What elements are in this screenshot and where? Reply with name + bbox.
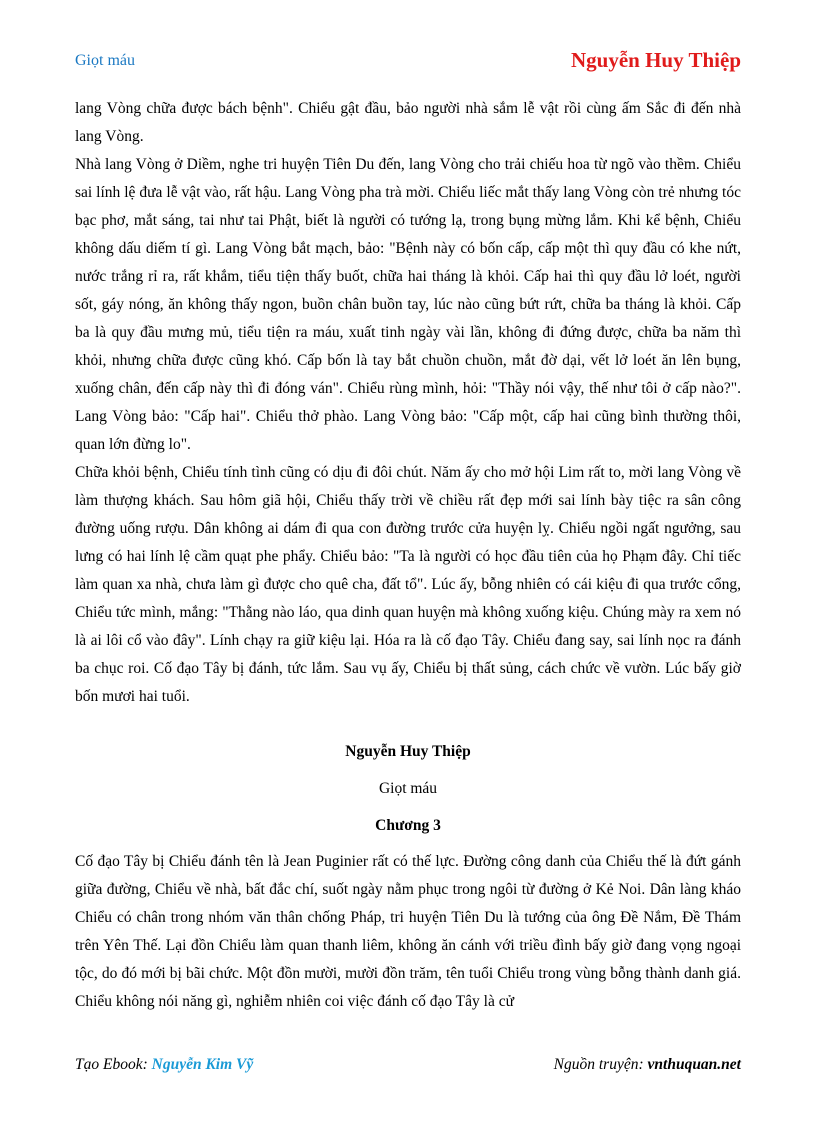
chapter-number: Chương 3	[375, 817, 441, 834]
paragraph: lang Vòng chữa được bách bệnh". Chiểu gật đầu, bảo người nhà sắm lễ vật rồi cùng ấm Sắc đi đến nhà lang Vòng.	[75, 100, 741, 145]
chapter-heading	[75, 738, 741, 840]
paragraph: Cố đạo Tây bị Chiểu đánh tên là Jean Puginier rất có thế lực. Đường công danh của Chiểu thế là đứt gánh giữa đường, Chiểu về nhà, bất đắc chí, suốt ngày nằm phục trong ngôi từ đường ở Kẻ Noi. Dân làng kháo Chiểu có chân trong nhóm văn thân chống Pháp, tri huyện Tiên Du là tướng của ông Đề Nắm, Đề Thám trên Yên Thế. Lại đồn Chiểu làm quan thanh liêm, không ăn cánh với triều đình bấy giờ đang vọng ngoại tộc, do đó mới bị bãi chức. Một đồn mười, mười đồn trăm, tên tuổi Chiểu trong vùng bỗng thành danh giá. Chiểu không nói năng gì, nghiễm nhiên coi việc đánh cố đạo Tây là cử	[75, 853, 741, 1010]
header-book-title: Giọt máu	[75, 52, 135, 69]
footer-ebook-author: Nguyễn Kim Vỹ	[151, 1056, 254, 1073]
body-text	[75, 95, 741, 711]
chapter-body-text	[75, 848, 741, 1016]
header-author: Nguyễn Huy Thiệp	[571, 48, 741, 72]
paragraph: Chữa khỏi bệnh, Chiểu tính tình cũng có dịu đi đôi chút. Năm ấy cho mở hội Lim rất to, mời lang Vòng về làm thượng khách. Sau hôm giã hội, Chiểu thấy trời về chiều rất đẹp mới sai lính bày tiệc ra sân công đường uống rượu. Dân không ai dám đi qua con đường trước cửa huyện lỵ. Chiểu ngồi ngất ngưởng, sau lưng có hai lính lệ cầm quạt phe phẩy. Chiểu bảo: "Ta là người có học đầu tiên của họ Phạm đây. Chỉ tiếc làm quan xa nhà, chưa làm gì được cho quê cha, đất tổ". Lúc ấy, bỗng nhiên có cái kiệu đi qua trước cổng, Chiểu tức mình, mắng: "Thằng nào láo, qua dinh quan huyện mà không xuống kiệu. Chúng mày ra xem nó là ai lôi cổ vào đây". Lính chạy ra giữ kiệu lại. Hóa ra là cố đạo Tây. Chiểu đang say, sai lính nọc ra đánh ba chục roi. Cố đạo Tây bị đánh, tức lắm. Sau vụ ấy, Chiểu bị thất sủng, cách chức về vườn. Lúc bấy giờ bốn mươi hai tuổi.	[75, 464, 741, 705]
footer-separator: :	[638, 1056, 648, 1073]
paragraph: Nhà lang Vòng ở Diềm, nghe tri huyện Tiên Du đến, lang Vòng cho trải chiếu hoa từ ngõ vào thềm. Chiểu sai lính lệ đưa lễ vật vào, rất hậu. Lang Vòng pha trà mời. Chiểu liếc mắt thấy lang Vòng còn trẻ nhưng tóc bạc phơ, mắt sáng, tai như tai Phật, biết là người có tướng lạ, trong bụng mừng lắm. Khi kể bệnh, Chiểu không dấu diếm tí gì. Lang Vòng bắt mạch, bảo: "Bệnh này có bốn cấp, cấp một thì quy đầu có khe nứt, nước trắng rỉ ra, rất khắm, tiểu tiện thấy buốt, chữa hai tháng là khỏi. Cấp hai thì quy đầu lở loét, người sốt, gáy nóng, ăn không thấy ngon, buồn chân buồn tay, lúc nào cũng bứt rứt, chữa ba tháng là khỏi. Cấp ba là quy đầu mưng mủ, tiểu tiện ra máu, xuất tinh ngày vài lần, không đi đứng được, chữa ba năm thì khỏi, nhưng chữa được cũng khó. Cấp bốn là tay bắt chuồn chuồn, mắt đờ dại, vết lở loét ăn lên bụng, xuống chân, đến cấp này thì đi đóng ván". Chiểu rùng mình, hỏi: "Thầy nói vậy, thế như tôi ở cấp nào?". Lang Vòng bảo: "Cấp hai". Chiểu thở phào. Lang Vòng bảo: "Cấp một, cấp hai cũng bình thường thôi, quan lớn đừng lo".	[75, 156, 741, 453]
chapter-book-title: Giọt máu	[378, 780, 438, 797]
footer-ebook-credit	[75, 1056, 253, 1074]
footer-source-site: vnthuquan.net	[647, 1056, 741, 1073]
footer-source-credit	[554, 1056, 741, 1074]
chapter-author: Nguyễn Huy Thiệp	[345, 743, 471, 760]
footer-source-label: Nguồn truyện	[553, 1056, 639, 1073]
footer-ebook-label: Tạo Ebook	[75, 1056, 143, 1073]
footer-separator: :	[142, 1056, 152, 1073]
